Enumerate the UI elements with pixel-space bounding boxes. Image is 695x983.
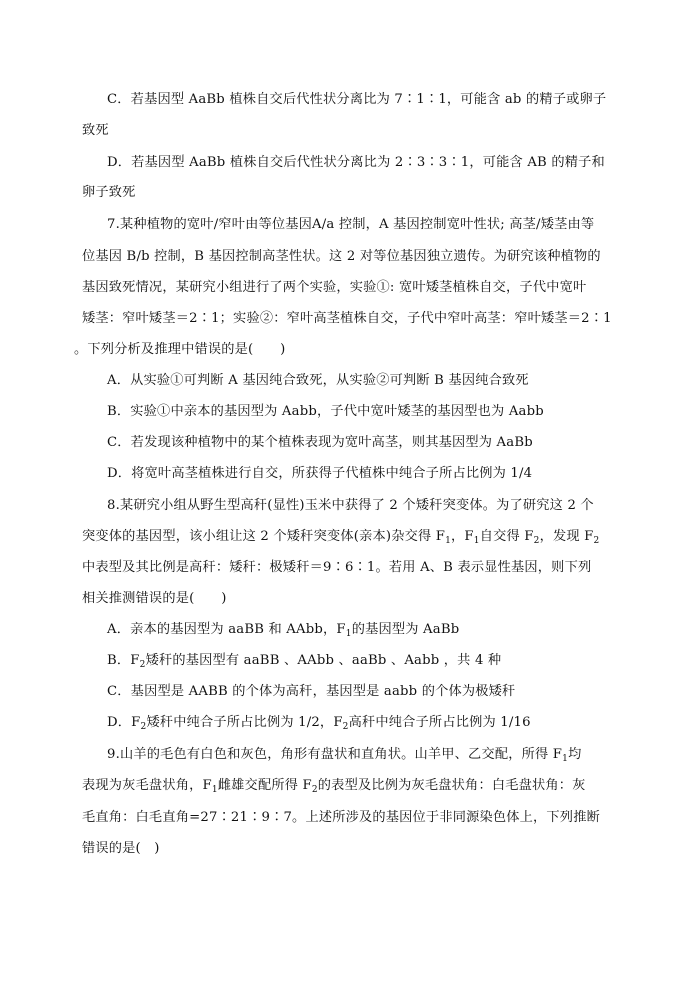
q8-line-3: 中表型及其比例是高秆：矮秆：极矮秆＝9∶6∶1。若用 A、B 表示显性基因，则下列 <box>82 560 592 575</box>
q7-line-3: 基因致死情况，某研究小组进行了两个实验，实验①: 宽叶矮茎植株自交，子代中宽叶 <box>82 280 587 295</box>
q8-option-c: C．基因型是 AABB 的个体为高秆，基因型是 aabb 的个体为极矮秆 <box>107 684 516 699</box>
q7-option-c: C．若发现该种植物中的某个植株表现为宽叶高茎，则其基因型为 AaBb <box>107 435 533 450</box>
q7-line-5: 。下列分析及推理中错误的是( ) <box>74 342 286 357</box>
q8-option-b: B．$F_2$矮秆的基因型有 aaBB 、AAbb 、aaBb 、Aabb ，共 4 种 <box>107 653 502 670</box>
q7-option-d: D．将宽叶高茎植株进行自交，所获得子代植株中纯合子所占比例为 1/4 <box>107 466 533 481</box>
q9-line-1: 9.山羊的毛色有白色和灰色，角形有盘状和直角状。山羊甲、乙交配，所得 $F_1$均 <box>107 747 582 764</box>
q9-line-3: 毛直角：白毛直角=27∶21∶9∶7。上述所涉及的基因位于非同源染色体上，下列推断 <box>82 810 600 825</box>
q8-line-4: 相关推测错误的是( ) <box>82 591 227 606</box>
q7-line-2: 位基因 B/b 控制，B 基因控制高茎性状。这 2 对等位基因独立遗传。为研究该种植物的 <box>82 249 601 264</box>
option-c-line-2: 致死 <box>82 123 109 138</box>
q7-line-1: 7.某种植物的宽叶/窄叶由等位基因A/a 控制，A 基因控制宽叶性状; 高茎/矮茎由等 <box>107 217 595 232</box>
q8-option-d: D．$F_2$矮秆中纯合子所占比例为 1/2，$F_2$高秆中纯合子所占比例为 1/16 <box>107 715 531 732</box>
option-d-line-2: 卵子致死 <box>82 185 136 200</box>
q7-option-b: B．实验①中亲本的基因型为 Aabb，子代中宽叶矮茎的基因型也为 Aabb <box>107 404 544 419</box>
option-d-line-1: D．若基因型 AaBb 植株自交后代性状分离比为 2∶3∶3∶1，可能含 AB 的精子和 <box>107 155 605 170</box>
q8-option-a: A．亲本的基因型为 aaBB 和 AAbb，$F_1$的基因型为 AaBb <box>107 622 460 639</box>
option-c-line-1: C．若基因型 AaBb 植株自交后代性状分离比为 7∶1∶1，可能含 ab 的精子或卵子 <box>107 92 607 107</box>
q7-option-a: A．从实验①可判断 A 基因纯合致死，从实验②可判断 B 基因纯合致死 <box>107 373 529 388</box>
q8-line-2: 突变体的基因型，该小组让这 2 个矮秆突变体(亲本)杂交得 $F_1$，$F_1$自交得 $F_2$，发现 $F_2$ <box>82 529 600 546</box>
q9-line-4: 错误的是( ) <box>82 841 160 856</box>
q7-line-4: 矮茎：窄叶矮茎＝2∶1；实验②：窄叶高茎植株自交，子代中窄叶高茎：窄叶矮茎＝2∶1 <box>82 311 612 326</box>
q8-line-1: 8.某研究小组从野生型高秆(显性)玉米中获得了 2 个矮秆突变体。为了研究这 2 个 <box>107 498 594 513</box>
q9-line-2: 表现为灰毛盘状角，$F_1$雌雄交配所得 $F_2$的表型及比例为灰毛盘状角：白毛盘状角：灰 <box>82 778 586 795</box>
